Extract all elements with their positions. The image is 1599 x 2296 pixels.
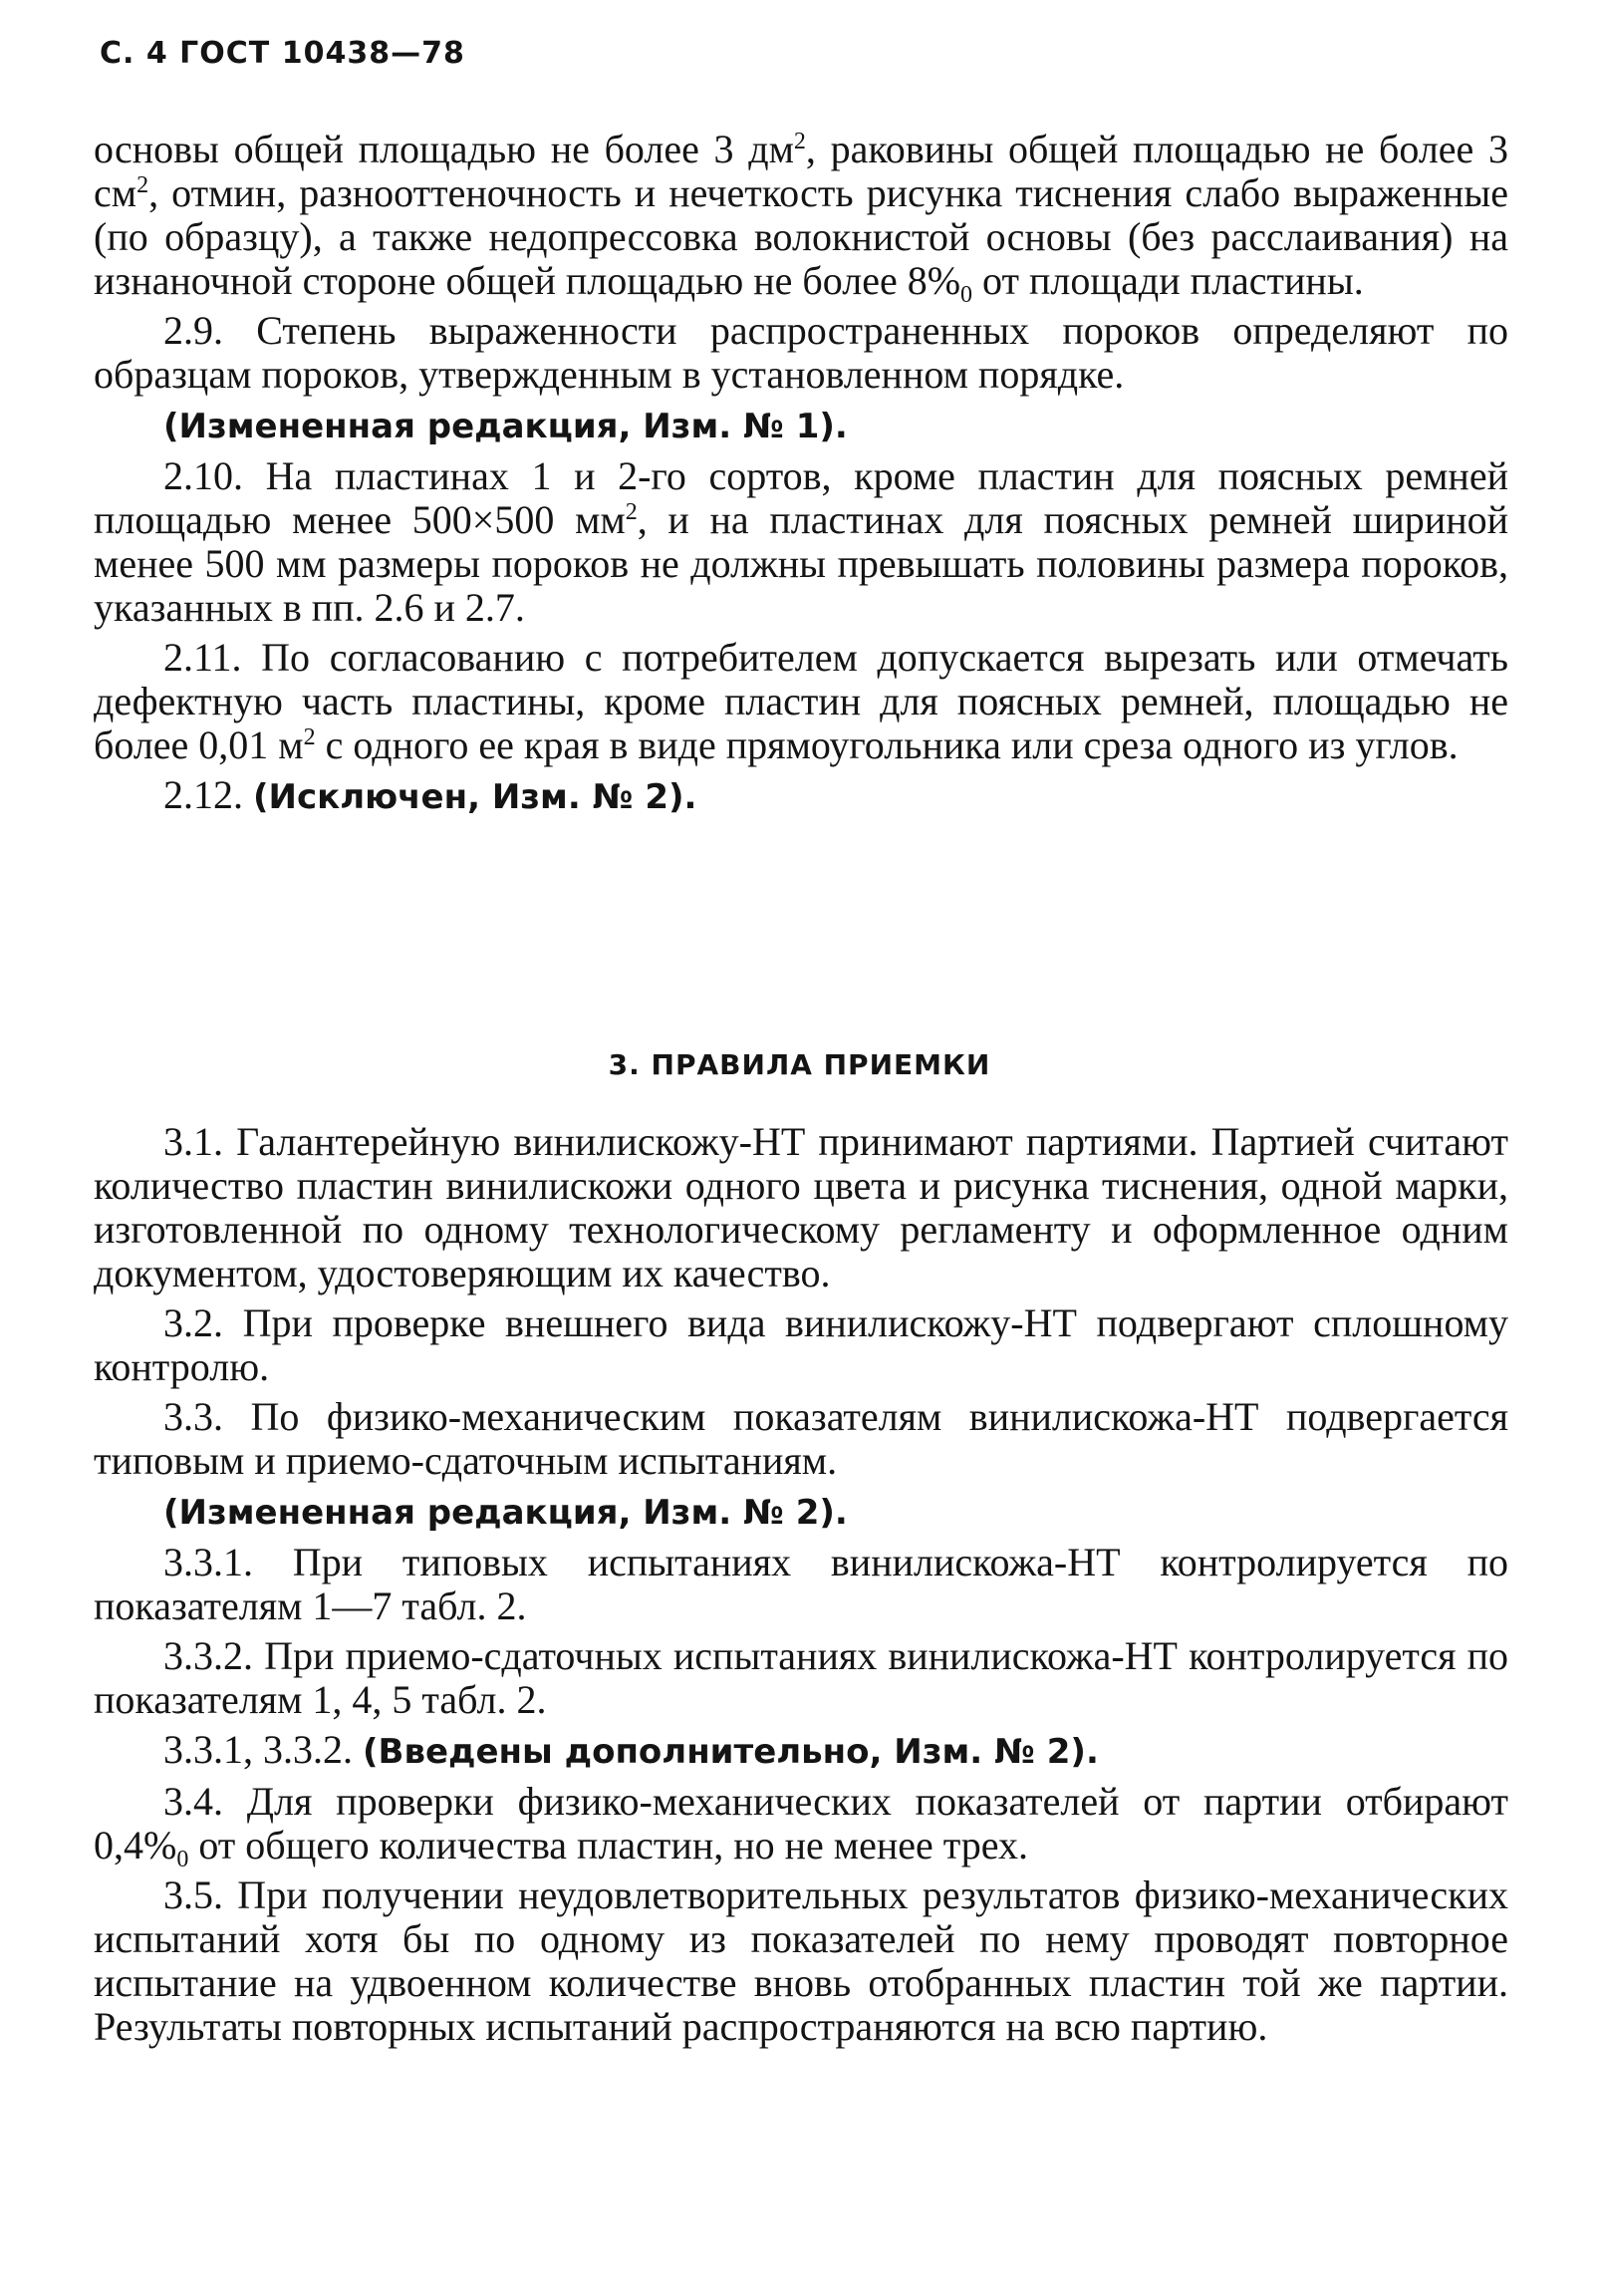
paragraph-3-3-2: 3.3.2. При приемо-сдаточных испытаниях винилискожа-НТ контролируется по показателям 1, 4, 5 табл. 2. [94, 1633, 1508, 1722]
paragraph-2-12: 2.12. (Исключен, Изм. № 2). [163, 772, 697, 817]
text-block-section-2 [94, 128, 1508, 819]
paragraph-continuation: основы общей площадью не более 3 $дм^2$, раковины общей площадью не более 3 $см^2$, отмин, разнооттеночность и нечеткость рисунка тиснения слабо выраженные (по образцу), а также недопрессовка волокнистой основы (без расслаивания) на изнаночной стороне общей площадью не более $8\%_0$ от площади пластины. [94, 127, 1508, 308]
paragraph-2-10: 2.10. На пластинах 1 и 2-го сортов, кроме пластин для поясных ремней площадью менее 500×500 $мм^2$, и на пластинах для поясных ремней шириной менее 500 мм размеры пороков не должны превышать половины размера пороков, указанных в пп. 2.6 и 2.7. [94, 453, 1509, 630]
paragraph-3-2: 3.2. При проверке внешнего вида винилискожу-НТ подвергают сплошному контролю. [94, 1300, 1508, 1389]
text-block-section-3 [94, 1120, 1508, 2049]
amendment-note: (Измененная редакция, Изм. № 1). [163, 407, 848, 446]
paragraph-3-3: 3.3. По физико-механическим показателям винилискожа-НТ подвергается типовым и приемо-сдаточным испытаниям. [94, 1394, 1508, 1483]
section-heading: 3. ПРАВИЛА ПРИЕМКИ [608, 1048, 991, 1081]
amendment-note: (Измененная редакция, Изм. № 2). [163, 1493, 848, 1533]
paragraph-3-3-1: 3.3.1. При типовых испытаниях винилискожа-НТ контролируется по показателям 1—7 табл. 2. [94, 1540, 1508, 1628]
paragraph-3-4: 3.4. Для проверки физико-механических показателей от партии отбирают $0,4\%_0$ от общего количества пластин, но не менее трех. [94, 1779, 1508, 1872]
paragraph-2-9: 2.9. Степень выраженности распространенных пороков определяют по образцам пороков, утвержденным в установленном порядке. [94, 308, 1508, 397]
amendment-note: 3.3.1, 3.3.2. (Введены дополнительно, Изм. № 2). [163, 1727, 1099, 1772]
running-header: С. 4 ГОСТ 10438—78 [100, 36, 465, 71]
paragraph-3-1: 3.1. Галантерейную винилискожу-НТ принимают партиями. Партией считают количество пластин винилискожи одного цвета и рисунка тиснения, одной марки, изготовленной по одному технологическому регламенту и оформленное одним документом, удостоверяющим их качество. [94, 1119, 1508, 1295]
paragraph-2-11: 2.11. По согласованию с потребителем допускается вырезать или отмечать дефектную часть пластины, кроме пластин для поясных ремней, площадью не более 0,01 $м^2$ с одного ее края в виде прямоугольника или среза одного из углов. [94, 635, 1508, 767]
paragraph-3-5: 3.5. При получении неудовлетворительных результатов физико-механических испытаний хотя бы по одному из показателей по нему проводят повторное испытание на удвоенном количестве вновь отобранных пластин той же партии. Результаты повторных испытаний распространяются на всю партию. [94, 1872, 1508, 2049]
